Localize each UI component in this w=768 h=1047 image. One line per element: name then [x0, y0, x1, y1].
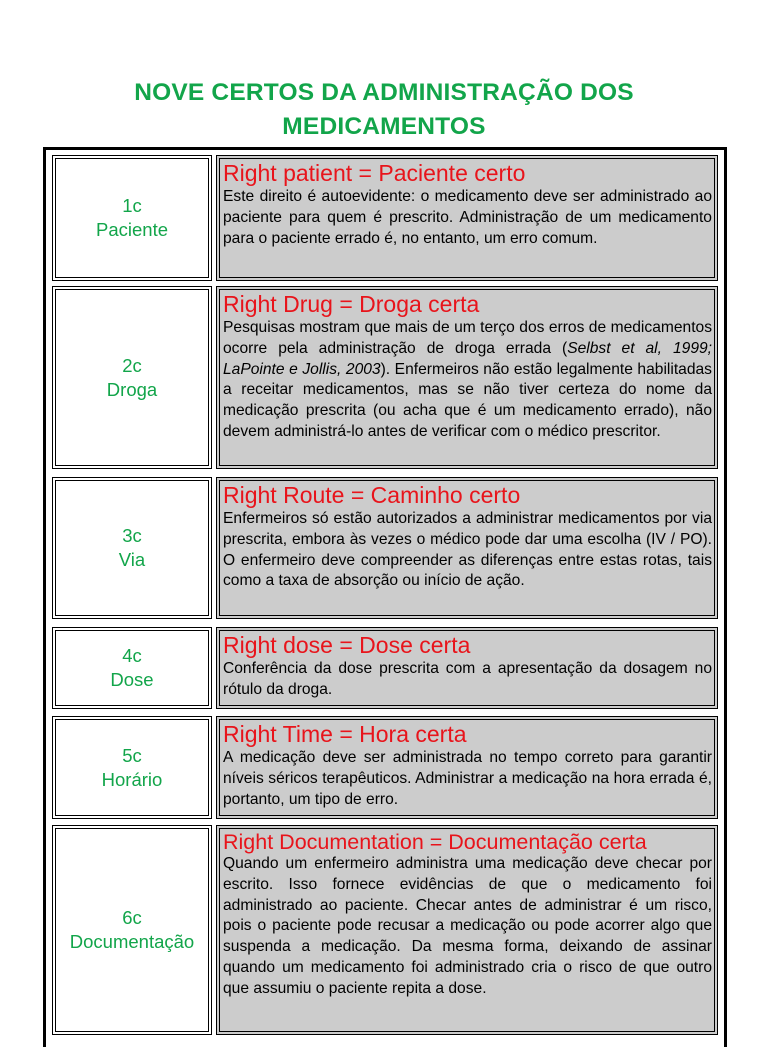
- row-text: Este direito é autoevidente: o medicamento deve ser administrado ao paciente para quem é prescrito. Administração de um medicamento para o paciente errado é, no entanto, um erro comum.: [223, 188, 712, 247]
- row-content-cell: [216, 477, 718, 619]
- row-label: Documentação: [69, 931, 195, 952]
- row-text: Conferência da dose prescrita com a apresentação da dosagem no rótulo da droga.: [223, 660, 712, 698]
- table-row: [48, 627, 722, 709]
- row-text-start: Pesquisas mostram que mais de um terço dos erros de medicamentos ocorre pela administração de droga errada (: [223, 319, 712, 357]
- row-label-cell: [52, 155, 212, 281]
- row-label: Via: [118, 549, 146, 570]
- row-code: 2c: [122, 354, 142, 376]
- row-text-end: ). Enfermeiros não estão legalmente habilitadas a receitar medicamentos, mas se não tiver certeza do nome da medicação prescrita (ou acha que é um medicamento errado), não devem administrá-lo antes de verificar com o médico prescritor.: [223, 360, 712, 440]
- row-text: Quando um enfermeiro administra uma medicação deve checar por escrito. Isso fornece evidências de que o medicamento foi administrado ao paciente. Checar antes de administrar é um risco, pois o paciente pode recusar a medicação ou pode acorrer algo que suspenda a medicação. Da mesma forma, deixando de assinar quando um medicamento foi administrado cria o risco de que outro que assumiu o paciente repita a dose.: [223, 855, 712, 997]
- table-row: [48, 825, 722, 1035]
- row-text: Enfermeiros só estão autorizados a administrar medicamentos por via prescrita, embora às vezes o médico pode dar uma escolha (IV / PO). O enfermeiro deve compreender as diferenças entre estas rotas, tais como a taxa de absorção ou início de ação.: [223, 510, 712, 590]
- row-label-cell: [52, 627, 212, 709]
- row-label: Droga: [106, 378, 158, 400]
- table-row: [48, 155, 722, 281]
- row-heading: Right Drug = Droga certa: [223, 291, 480, 317]
- row-label-cell: [52, 477, 212, 619]
- table-row: [48, 477, 722, 619]
- row-text: A medicação deve ser administrada no tempo correto para garantir níveis séricos terapêuticos. Administrar a medicação na hora errada é, portanto, um tipo de erro.: [223, 749, 712, 808]
- row-code: 3c: [122, 525, 142, 546]
- row-code: 5c: [122, 744, 142, 766]
- row-code: 6c: [122, 907, 142, 928]
- row-label: Horário: [101, 768, 163, 790]
- row-label: Paciente: [96, 219, 168, 240]
- table-row: [48, 716, 722, 819]
- row-text-citation: Selbst et al, 1999; LaPointe e Jollis, 2003: [223, 339, 712, 378]
- row-label-cell: [52, 286, 212, 469]
- row-content-cell: [216, 716, 718, 819]
- row-code: 4c: [122, 645, 142, 666]
- row-content-cell: [216, 825, 718, 1035]
- row-content-cell: [216, 627, 718, 709]
- row-label-cell: [52, 825, 212, 1035]
- row-content-cell: [216, 286, 718, 469]
- document-title: NOVE CERTOS DA ADMINISTRAÇÃO DOS MEDICAMENTOS: [134, 79, 634, 140]
- row-heading: Right Route = Caminho certo: [223, 482, 521, 508]
- row-heading: Right Documentation = Documentação certa: [223, 830, 647, 854]
- row-label: Dose: [110, 669, 154, 690]
- row-heading: Right patient = Paciente certo: [223, 160, 526, 186]
- row-code: 1c: [122, 195, 142, 216]
- row-heading: Right dose = Dose certa: [223, 632, 471, 658]
- table-row: [48, 286, 722, 469]
- row-content-cell: [216, 155, 718, 281]
- row-label-cell: [52, 716, 212, 819]
- row-text: [223, 318, 712, 443]
- row-heading: Right Time = Hora certa: [223, 721, 467, 747]
